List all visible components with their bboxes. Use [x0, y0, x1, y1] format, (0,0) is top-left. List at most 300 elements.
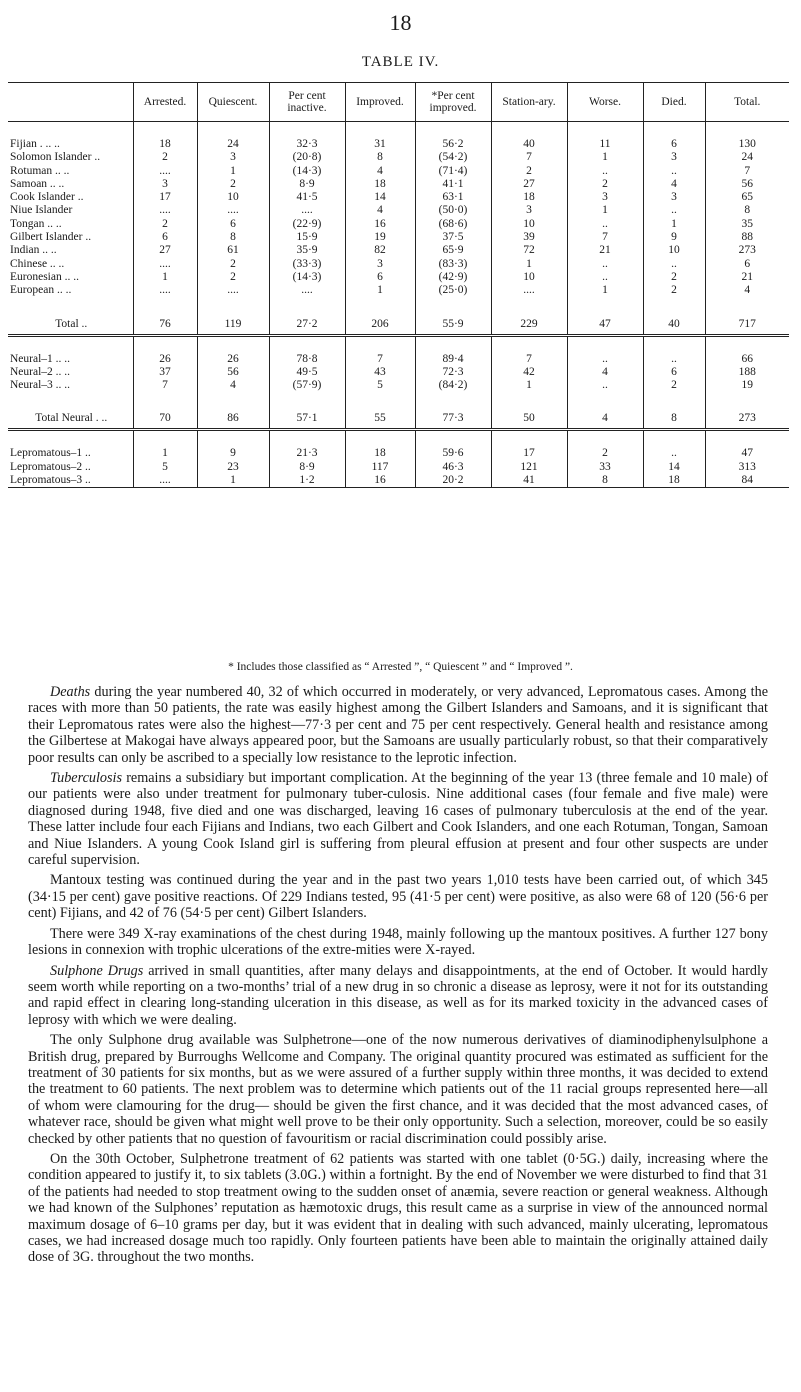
- table-cell: 8: [567, 474, 643, 488]
- spacer-row: [8, 122, 789, 139]
- row-label: Solomon Islander ..: [10, 151, 101, 164]
- table-cell: 86: [197, 408, 269, 430]
- table-row: [8, 138, 789, 151]
- table-cell: 65·9: [415, 244, 491, 257]
- table-cell: 1: [133, 447, 197, 460]
- spacer-row: [8, 430, 789, 448]
- row-label: Rotuman .. ..: [10, 164, 70, 177]
- row-label: Samoan .. ..: [10, 177, 65, 190]
- table-cell: 46·3: [415, 461, 491, 474]
- paragraph: [28, 770, 768, 868]
- table-cell: 27·2: [269, 314, 345, 336]
- paragraph-text: There were 349 X-ray examinations of the chest during 1948, mainly following up the mantoux positives. A further 127 bony lesions in connexion with trophic ulcerations of the extre-mities were X-rayed.: [28, 925, 768, 959]
- table-cell: 72·3: [415, 366, 491, 379]
- table-cell: 6: [643, 138, 705, 151]
- row-label: European .. ..: [10, 284, 72, 297]
- spacer-cell: [567, 430, 643, 448]
- table-cell: 4: [197, 379, 269, 392]
- table-cell: 3: [491, 204, 567, 217]
- table-cell: (20·8): [269, 151, 345, 164]
- paragraph: [28, 1151, 768, 1266]
- table-cell: 27: [491, 178, 567, 191]
- table-body: [8, 122, 789, 488]
- table-cell: 8: [197, 231, 269, 244]
- spacer-cell: [197, 430, 269, 448]
- table-row: [8, 461, 789, 474]
- table-cell: (54·2): [415, 151, 491, 164]
- table-cell: 2: [133, 218, 197, 231]
- spacer-cell: [345, 335, 415, 353]
- table-cell: 19: [705, 379, 789, 392]
- table-cell: 7: [133, 379, 197, 392]
- spacer-cell: [8, 335, 133, 353]
- table-cell: 11: [567, 138, 643, 151]
- table-cell: 19: [345, 231, 415, 244]
- table-cell: 24: [705, 151, 789, 164]
- table-row: [8, 204, 789, 217]
- paragraph-text: Mantoux testing was continued during the year and in the past two years 1,010 tests have been carried out, of which 345 (34·15 per cent) gave positive reactions. Of 229 Indians tested, 95 (41·5 per cent) were positive, as also were 68 of 120 (56·6 per cent) Fijians, and 42 of 76 (54·5 per cent) Gilbert Islanders.: [28, 872, 768, 922]
- table-cell: 82: [345, 244, 415, 257]
- spacer-cell: [643, 430, 705, 448]
- table-cell: 18: [345, 447, 415, 460]
- table-cell: 56: [705, 178, 789, 191]
- row-label: Neural–1 .. ..: [10, 352, 71, 365]
- table-cell: 2: [567, 447, 643, 460]
- table-cell: 717: [705, 314, 789, 336]
- table-cell: 6: [197, 218, 269, 231]
- table-cell: 76: [133, 314, 197, 336]
- spacer-cell: [197, 335, 269, 353]
- table-cell: (42·9): [415, 271, 491, 284]
- table-cell: 1: [197, 474, 269, 488]
- table-cell: 14: [345, 191, 415, 204]
- table-cell: 3: [643, 191, 705, 204]
- table-cell: 188: [705, 366, 789, 379]
- header-blank: [8, 83, 133, 122]
- column-header: Improved.: [345, 83, 415, 122]
- table-cell: 7: [567, 231, 643, 244]
- table-cell: 2: [197, 271, 269, 284]
- paragraph-lead: Tuberculosis: [50, 770, 122, 787]
- results-table: [8, 82, 789, 488]
- table-cell: 18: [133, 138, 197, 151]
- table-cell: 1: [133, 271, 197, 284]
- table-cell: 57·1: [269, 408, 345, 430]
- table-cell: 7: [491, 353, 567, 366]
- table-cell: 3: [643, 151, 705, 164]
- table-cell: 8: [643, 408, 705, 430]
- row-label: Indian .. ..: [10, 244, 57, 257]
- table-cell: 2: [567, 178, 643, 191]
- table-cell: ..: [567, 379, 643, 392]
- row-label: Lepromatous–1 ..: [10, 447, 91, 460]
- table-cell: 33: [567, 461, 643, 474]
- spacer-cell: [705, 430, 789, 448]
- table-cell: ....: [269, 284, 345, 297]
- table-cell: 4: [567, 408, 643, 430]
- spacer-cell: [269, 335, 345, 353]
- table-row: [8, 353, 789, 366]
- table-cell: 273: [705, 408, 789, 430]
- table-cell: 37·5: [415, 231, 491, 244]
- table-cell: ..: [567, 258, 643, 271]
- row-label: Euronesian .. ..: [10, 270, 79, 283]
- table-row: [8, 218, 789, 231]
- spacer-cell: [269, 430, 345, 448]
- spacer-cell: [415, 430, 491, 448]
- table-cell: 9: [197, 447, 269, 460]
- spacer-cell: [643, 122, 705, 139]
- table-row: [8, 379, 789, 392]
- table-cell: ....: [133, 474, 197, 488]
- column-header: Total.: [705, 83, 789, 122]
- table-cell: 66: [705, 353, 789, 366]
- table-cell: 130: [705, 138, 789, 151]
- table-cell: 18: [345, 178, 415, 191]
- table-cell: 7: [491, 151, 567, 164]
- table-cell: 26: [133, 353, 197, 366]
- spacer-row: [8, 298, 789, 314]
- row-label: Total Neural . ..: [35, 412, 108, 425]
- spacer-cell: [567, 335, 643, 353]
- table-cell: 59·6: [415, 447, 491, 460]
- table-cell: 78·8: [269, 353, 345, 366]
- table-cell: 21·3: [269, 447, 345, 460]
- row-label: Neural–3 .. ..: [10, 379, 71, 392]
- table-cell: 23: [197, 461, 269, 474]
- table-cell: (14·3): [269, 165, 345, 178]
- table-cell: 1·2: [269, 474, 345, 488]
- table-cell: 88: [705, 231, 789, 244]
- table-cell: ....: [133, 258, 197, 271]
- spacer-cell: [133, 430, 197, 448]
- table-cell: ..: [567, 165, 643, 178]
- paragraph-lead: Deaths: [50, 684, 91, 700]
- spacer-cell: [133, 335, 197, 353]
- table-cell: 15·9: [269, 231, 345, 244]
- table-cell: ....: [269, 204, 345, 217]
- table-cell: 2: [491, 165, 567, 178]
- row-label: Niue Islander: [10, 204, 73, 217]
- spacer-cell: [705, 335, 789, 353]
- table-cell: 5: [345, 379, 415, 392]
- table-cell: (57·9): [269, 379, 345, 392]
- spacer-cell: [567, 298, 643, 314]
- table-cell: 1: [491, 258, 567, 271]
- spacer-cell: [197, 298, 269, 314]
- table-cell: 117: [345, 461, 415, 474]
- table-cell: ....: [133, 284, 197, 297]
- table-cell: 47: [705, 447, 789, 460]
- table-cell: ....: [491, 284, 567, 297]
- spacer-cell: [133, 298, 197, 314]
- table-cell: 56: [197, 366, 269, 379]
- table-cell: 1: [643, 218, 705, 231]
- spacer-cell: [491, 298, 567, 314]
- table-cell: 2: [643, 284, 705, 297]
- spacer-cell: [133, 122, 197, 139]
- spacer-cell: [415, 392, 491, 408]
- table-cell: 20·2: [415, 474, 491, 488]
- spacer-cell: [643, 335, 705, 353]
- spacer-cell: [8, 392, 133, 408]
- paragraph: [28, 684, 768, 766]
- spacer-row: [8, 335, 789, 353]
- column-header: Quiescent.: [197, 83, 269, 122]
- table-cell: 6: [705, 258, 789, 271]
- table-cell: 7: [345, 353, 415, 366]
- table-title: TABLE IV.: [361, 54, 440, 70]
- table-cell: ..: [643, 258, 705, 271]
- spacer-cell: [705, 392, 789, 408]
- spacer-cell: [415, 122, 491, 139]
- table-cell: (68·6): [415, 218, 491, 231]
- table-cell: 14: [643, 461, 705, 474]
- table-row: [8, 474, 789, 488]
- paragraph-lead: Sulphone Drugs: [50, 962, 144, 979]
- table-cell: 206: [345, 314, 415, 336]
- row-label: Lepromatous–3 ..: [8, 474, 133, 488]
- table-cell: 8: [705, 204, 789, 217]
- table-cell: (22·9): [269, 218, 345, 231]
- column-header: *Per cent improved.: [415, 83, 491, 122]
- table-row: [8, 244, 789, 257]
- table-cell: 55·9: [415, 314, 491, 336]
- table-cell: 229: [491, 314, 567, 336]
- column-header: Died.: [643, 83, 705, 122]
- spacer-cell: [345, 392, 415, 408]
- table-cell: 35·9: [269, 244, 345, 257]
- table-cell: 2: [643, 271, 705, 284]
- table-cell: 72: [491, 244, 567, 257]
- table-cell: 17: [133, 191, 197, 204]
- table-row: [8, 191, 789, 204]
- table-cell: 56·2: [415, 138, 491, 151]
- spacer-cell: [491, 430, 567, 448]
- table-cell: 63·1: [415, 191, 491, 204]
- table-cell: 77·3: [415, 408, 491, 430]
- table-cell: 8·9: [269, 178, 345, 191]
- table-cell: 61: [197, 244, 269, 257]
- table-cell: 16: [345, 474, 415, 488]
- table-cell: (83·3): [415, 258, 491, 271]
- table-cell: 3: [345, 258, 415, 271]
- spacer-cell: [269, 122, 345, 139]
- table-cell: 6: [643, 366, 705, 379]
- table-cell: (50·0): [415, 204, 491, 217]
- spacer-row: [8, 392, 789, 408]
- spacer-cell: [705, 298, 789, 314]
- table-row: [8, 366, 789, 379]
- spacer-cell: [415, 335, 491, 353]
- table-cell: 6: [345, 271, 415, 284]
- table-cell: 26: [197, 353, 269, 366]
- table-cell: 4: [643, 178, 705, 191]
- table-cell: 10: [491, 271, 567, 284]
- paragraph-text: On the 30th October, Sulphetrone treatment of 62 patients was started with one tablet (0·5G.) daily, increasing where the condition appeared to justify it, to six tablets (3.0G.) within a fortnight. By the end of November we were disturbed to find that 31 of the patients had needed to stop treatment owing to the sudden onset of anæmia, severe reaction or general weakness. Although we had known of the Sulphones’ reputation as hæmotoxic drugs, this result came as a surprise in view of the announced normal maximum dosage of 6–10 grams per day, but it was evident that in dealing with such advanced, mainly ulcerating, lepromatous cases, we had increased dosage much too rapidly. Only fourteen patients have been able to maintain the originally attained daily dose of 3G. throughout the two months.: [28, 1150, 768, 1266]
- table-cell: 21: [567, 244, 643, 257]
- spacer-cell: [643, 298, 705, 314]
- table-cell: 43: [345, 366, 415, 379]
- spacer-cell: [197, 392, 269, 408]
- table-cell: 9: [643, 231, 705, 244]
- table-cell: 4: [567, 366, 643, 379]
- table-cell: 17: [491, 447, 567, 460]
- row-label: Fijian . .. ..: [10, 138, 60, 150]
- spacer-cell: [345, 430, 415, 448]
- table-cell: (84·2): [415, 379, 491, 392]
- spacer-cell: [8, 122, 133, 139]
- table-cell: 273: [705, 244, 789, 257]
- spacer-cell: [345, 122, 415, 139]
- table-cell: 65: [705, 191, 789, 204]
- row-label: Cook Islander ..: [10, 191, 84, 204]
- spacer-cell: [491, 122, 567, 139]
- table-cell: 2: [133, 151, 197, 164]
- table-cell: 3: [133, 178, 197, 191]
- table-cell: 8·9: [269, 461, 345, 474]
- paragraph: [28, 963, 768, 1029]
- table-cell: 27: [133, 244, 197, 257]
- paragraph: [28, 926, 768, 959]
- column-header: Station-ary.: [491, 83, 567, 122]
- table-row: [8, 284, 789, 297]
- table-cell: 10: [643, 244, 705, 257]
- total-row: [8, 408, 789, 430]
- table-cell: 55: [345, 408, 415, 430]
- table-cell: (33·3): [269, 258, 345, 271]
- table-cell: 2: [643, 379, 705, 392]
- paragraph-text: arrived in small quantities, after many delays and disappointments, at the end of October. It would hardly seem worth while reporting on a two-months’ trial of a new drug in so chronic a disease as leprosy, were it not for its outstanding and rapid effect in clearing long-standing ulceration in this disease, as well as for its marked toxicity in the advanced cases of leprosy with which we were dealing.: [28, 962, 769, 1028]
- spacer-cell: [8, 298, 133, 314]
- row-label: Chinese .. ..: [10, 257, 65, 270]
- table-cell: 41·1: [415, 178, 491, 191]
- table-cell: 10: [197, 191, 269, 204]
- spacer-cell: [197, 122, 269, 139]
- body-text: [28, 684, 768, 1270]
- table-cell: 84: [705, 474, 789, 488]
- table-cell: 50: [491, 408, 567, 430]
- table-cell: ....: [197, 204, 269, 217]
- table-cell: (14·3): [269, 271, 345, 284]
- table-cell: ..: [643, 353, 705, 366]
- table-cell: 6: [133, 231, 197, 244]
- table-cell: 1: [345, 284, 415, 297]
- paragraph: [28, 1032, 768, 1147]
- table-footnote: * Includes those classified as “ Arrested ”, “ Quiescent ” and “ Improved ”.: [228, 661, 573, 673]
- table-cell: 121: [491, 461, 567, 474]
- spacer-cell: [567, 392, 643, 408]
- table-cell: 49·5: [269, 366, 345, 379]
- table-cell: 2: [197, 258, 269, 271]
- table-cell: (71·4): [415, 165, 491, 178]
- spacer-cell: [133, 392, 197, 408]
- spacer-cell: [491, 335, 567, 353]
- table-cell: 41·5: [269, 191, 345, 204]
- table-cell: 2: [197, 178, 269, 191]
- spacer-cell: [567, 122, 643, 139]
- table-cell: 70: [133, 408, 197, 430]
- table-cell: ..: [567, 271, 643, 284]
- column-header: Per cent inactive.: [269, 83, 345, 122]
- table-cell: 40: [491, 138, 567, 151]
- table-row: [8, 271, 789, 284]
- table-cell: 40: [643, 314, 705, 336]
- table-cell: 1: [491, 379, 567, 392]
- table-cell: 5: [133, 461, 197, 474]
- table-cell: ....: [133, 204, 197, 217]
- table-cell: 4: [705, 284, 789, 297]
- paragraph-text: during the year numbered 40, 32 of which occurred in moderately, or very advanced, Lepromatous cases. Among the races with more than 50 patients, the rate was easily highest among the Gilbert Islanders and Samoans, and it is significant that their Lepromatous rates were also the highest—77·3 per cent and 75 per cent respectively. General health and resistance among the Gilbertese at Makogai have always appeared poor, but the Samoans are usually particularly robust, so that their comparatively poor results can only be ascribed to a specially low resistance to the leprotic infection.: [28, 684, 768, 766]
- table-cell: 1: [567, 284, 643, 297]
- table-cell: 21: [705, 271, 789, 284]
- table-cell: 39: [491, 231, 567, 244]
- table-cell: ..: [643, 447, 705, 460]
- table-cell: ....: [133, 165, 197, 178]
- table-cell: 313: [705, 461, 789, 474]
- spacer-cell: [643, 392, 705, 408]
- page-number: 18: [389, 10, 412, 35]
- row-label: Tongan .. ..: [10, 217, 62, 230]
- table-cell: 35: [705, 218, 789, 231]
- table-cell: ..: [567, 353, 643, 366]
- row-label: Lepromatous–2 ..: [10, 460, 91, 473]
- table-cell: 3: [567, 191, 643, 204]
- table-cell: ....: [197, 284, 269, 297]
- table-cell: 7: [705, 165, 789, 178]
- spacer-cell: [345, 298, 415, 314]
- table-cell: 42: [491, 366, 567, 379]
- paragraph: [28, 872, 768, 921]
- table-cell: 41: [491, 474, 567, 488]
- row-label: Total ..: [55, 317, 88, 330]
- table-row: [8, 258, 789, 271]
- table-cell: (25·0): [415, 284, 491, 297]
- paragraph-text: remains a subsidiary but important complication. At the beginning of the year 13 (three female and 10 male) of our patients were also under treatment for pulmonary tuber-culosis. Nine additional cases (four female and five male) were diagnosed during 1948, five died and one was discharged, leaving 16 cases of pulmonary tuberculosis at the end of the year. These latter include four each Fijians and Indians, two each Gilbert and Cook Islanders, and one each Rotuman, Tongan, Samoan and Niue Islanders. A young Cook Island girl is suffering from pleural effusion at present and four other suspects are under careful supervision.: [28, 770, 768, 869]
- table-row: [8, 178, 789, 191]
- column-header: Arrested.: [133, 83, 197, 122]
- table-row: [8, 447, 789, 460]
- table-cell: ..: [643, 204, 705, 217]
- table-cell: 1: [567, 204, 643, 217]
- table-cell: ..: [567, 218, 643, 231]
- row-label: Neural–2 .. ..: [10, 365, 71, 378]
- table-cell: 47: [567, 314, 643, 336]
- spacer-cell: [8, 430, 133, 448]
- table-cell: 18: [491, 191, 567, 204]
- table-cell: 3: [197, 151, 269, 164]
- table-cell: 18: [643, 474, 705, 488]
- table-cell: 1: [567, 151, 643, 164]
- table-row: [8, 231, 789, 244]
- table-cell: 32·3: [269, 138, 345, 151]
- total-row: [8, 314, 789, 336]
- table-cell: 8: [345, 151, 415, 164]
- table-cell: 4: [345, 204, 415, 217]
- table-cell: 37: [133, 366, 197, 379]
- table-cell: 31: [345, 138, 415, 151]
- table-cell: 89·4: [415, 353, 491, 366]
- table-cell: 16: [345, 218, 415, 231]
- paragraph-text: The only Sulphone drug available was Sulphetrone—one of the now numerous derivatives of diaminodiphenylsulphone a British drug, prepared by Burroughs Wellcome and Company. The original quantity procured was estimated as sufficient for the treatment of 30 patients for six months, but as we were assured of a further supply within three months, it was decided to extend the treatment to 60 patients. The next problem was to determine which patients out of the 11 racial groups represented here—all of whom were clamouring for the drug— should be given the first chance, and it was decided that the most advanced cases, of whatever race, should be given what might well prove to be their only opportunity. Such a selection, moreover, could be so easily checked by other patients that no question of favouritism or racial discrimination could possibly arise.: [28, 1032, 768, 1147]
- table-cell: 10: [491, 218, 567, 231]
- spacer-cell: [415, 298, 491, 314]
- spacer-cell: [269, 298, 345, 314]
- spacer-cell: [269, 392, 345, 408]
- table-row: [8, 151, 789, 164]
- table-cell: 1: [197, 165, 269, 178]
- spacer-cell: [491, 392, 567, 408]
